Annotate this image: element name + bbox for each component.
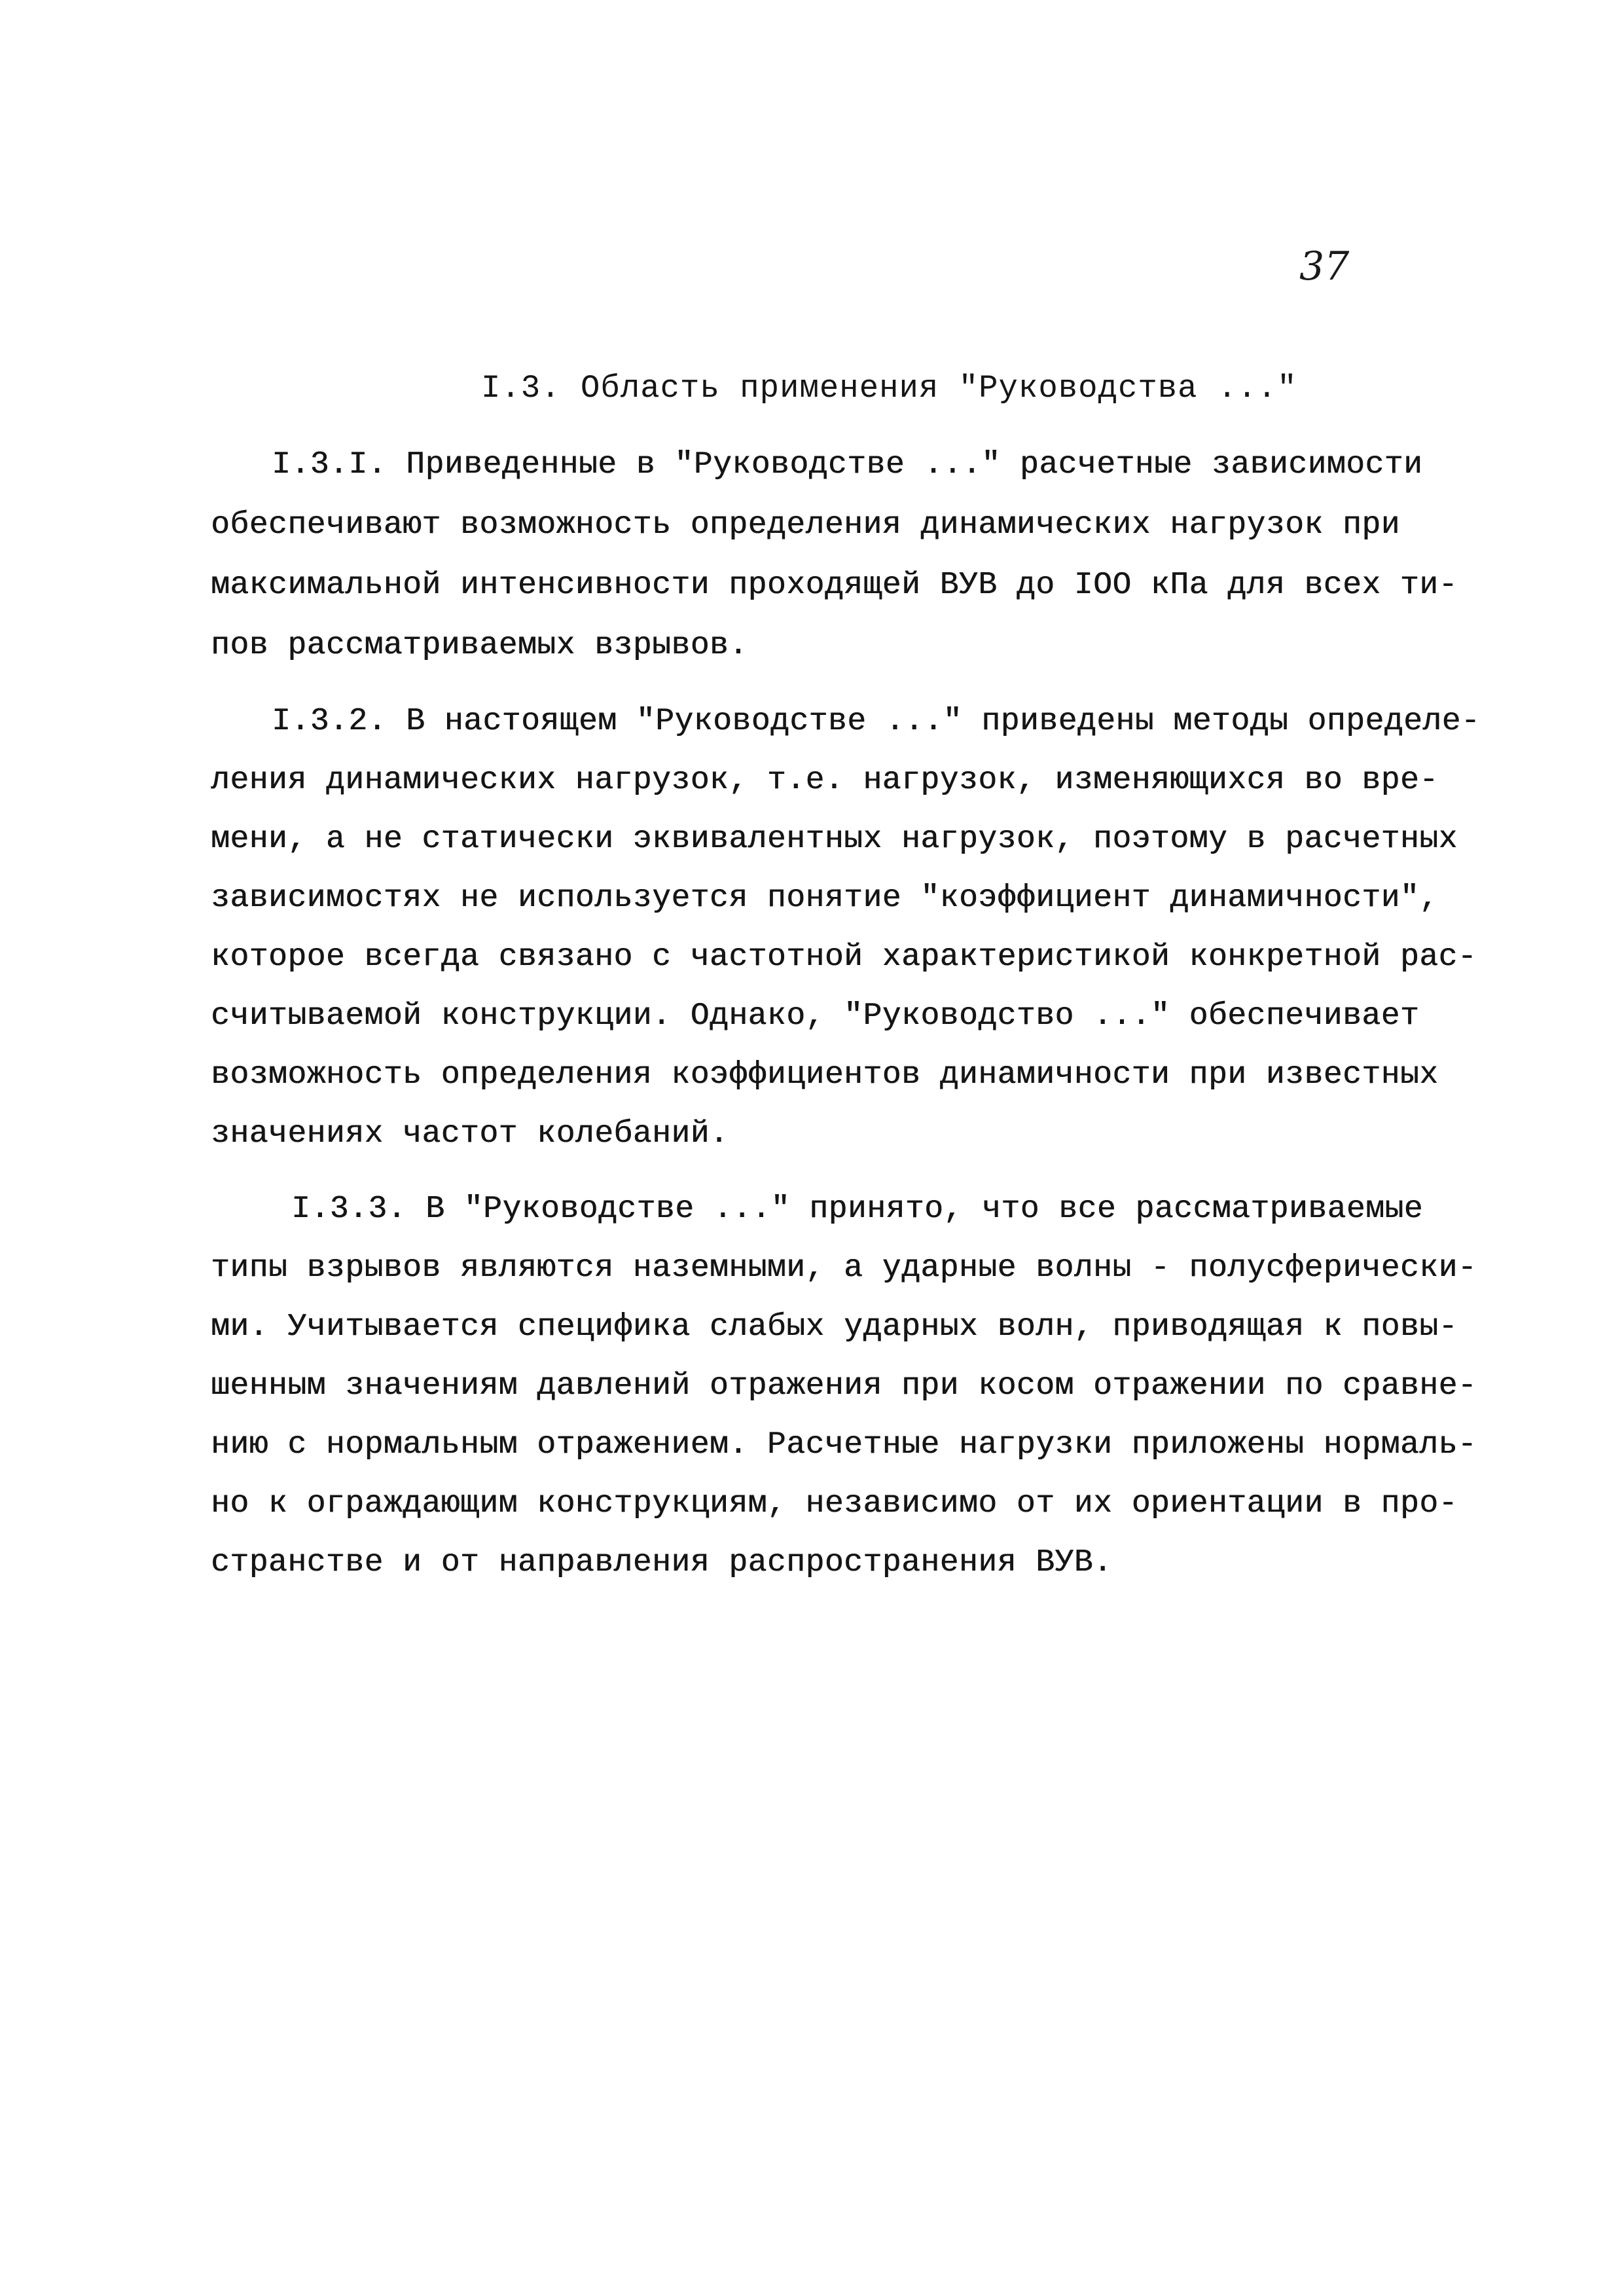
paragraph-line: ми. Учитывается специфика слабых ударных волн, приводящая к повы-: [211, 1309, 1458, 1345]
page-number: 37: [1299, 244, 1350, 289]
paragraph-line: возможность определения коэффициентов динамичности при известных: [211, 1057, 1439, 1093]
paragraph-line: I.3.I. Приведенные в "Руководстве ..." расчетные зависимости: [272, 447, 1423, 483]
paragraph-line: мени, а не статически эквивалентных нагрузок, поэтому в расчетных: [211, 822, 1458, 857]
paragraph-line: обеспечивают возможность определения динамических нагрузок при: [211, 507, 1400, 543]
paragraph-line: ления динамических нагрузок, т.е. нагрузок, изменяющихся во вре-: [211, 763, 1439, 798]
paragraph-line: максимальной интенсивности проходящей ВУВ до IОО кПа для всех ти-: [211, 568, 1458, 603]
section-heading: I.3. Область применения "Руководства ...": [481, 370, 1297, 407]
paragraph-line: I.3.3. В "Руководстве ..." принято, что все рассматриваемые: [291, 1192, 1423, 1227]
paragraph-line: шенным значениям давлений отражения при косом отражении по сравне-: [211, 1368, 1477, 1404]
paragraph-line: считываемой конструкции. Однако, "Руководство ..." обеспечивает: [211, 998, 1420, 1034]
paragraph-line: которое всегда связано с частотной характеристикой конкретной рас-: [211, 939, 1477, 975]
paragraph-line: но к ограждающим конструкциям, независимо от их ориентации в про-: [211, 1486, 1458, 1522]
paragraph-line: нию с нормальным отражением. Расчетные нагрузки приложены нормаль-: [211, 1427, 1477, 1463]
paragraph-line: странстве и от направления распространения ВУВ.: [211, 1545, 1113, 1580]
paragraph-line: I.3.2. В настоящем "Руководстве ..." приведены методы определе-: [272, 704, 1481, 739]
paragraph-line: пов рассматриваемых взрывов.: [211, 628, 748, 663]
paragraph-line: зависимостях не используется понятие "коэффициент динамичности",: [211, 881, 1439, 916]
paragraph-line: типы взрывов являются наземными, а ударные волны - полусферически-: [211, 1250, 1477, 1286]
paragraph-line: значениях частот колебаний.: [211, 1116, 729, 1152]
